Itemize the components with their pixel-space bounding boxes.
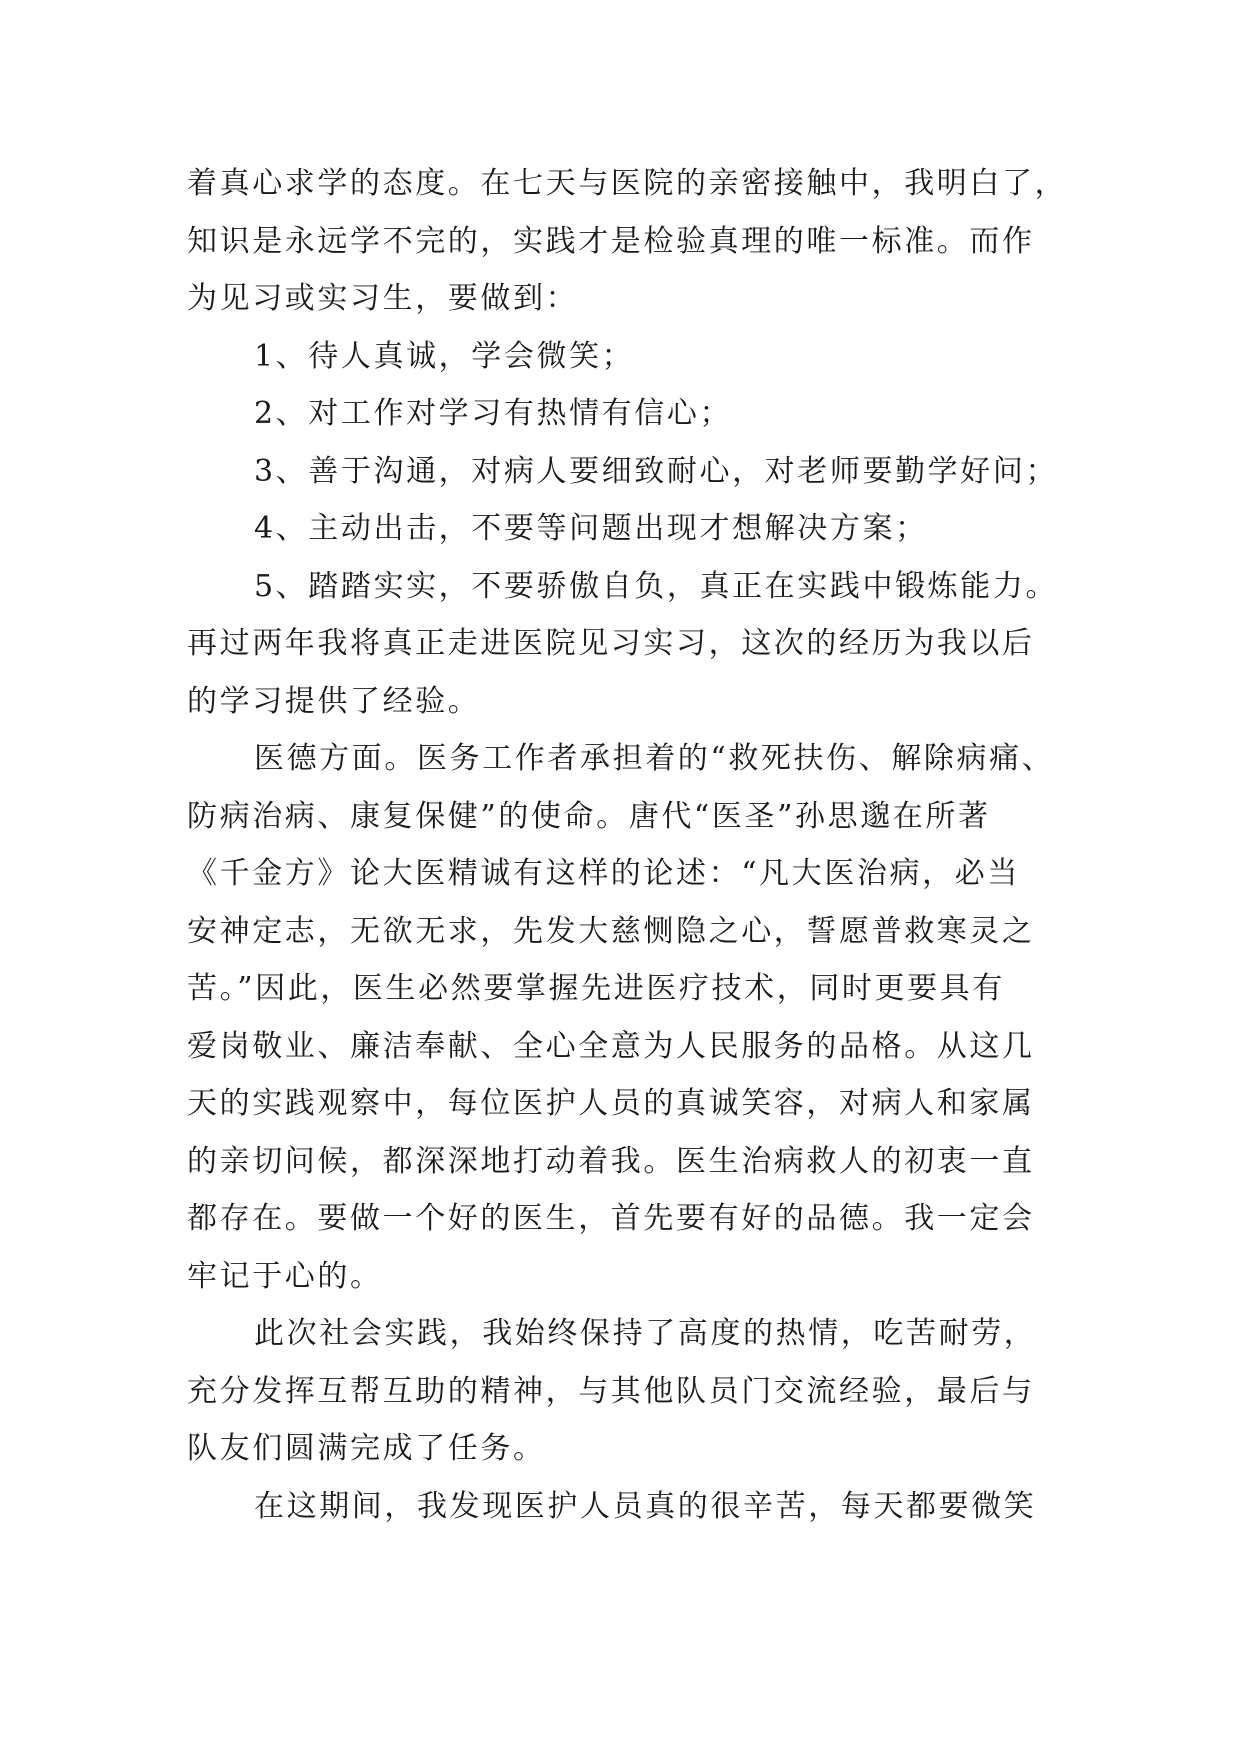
text-line: 知识是永远学不完的，实践才是检验真理的唯一标准。而作 [187,223,1035,259]
paragraph-start-line: 医德方面。医务工作者承担着的“救死扶伤、解除病痛、 [254,741,1055,776]
text-line: 天的实践观察中，每位医护人员的真诚笑容，对病人和家属 [187,1086,1035,1121]
text-line: 为见习或实习生，要做到： [187,281,579,316]
text-line: 的亲切问候，都深深地打动着我。医生治病救人的初衷一直 [187,1143,1035,1179]
text-line: 队友们圆满完成了任务。 [187,1431,546,1466]
text-line: 着真心求学的态度。在七天与医院的亲密接触中，我明白了， [187,166,1068,201]
list-item: 3、善于沟通，对病人要细致耐心，对老师要勤学好问； [254,453,1059,489]
paragraph-start-line: 在这期间，我发现医护人员真的很辛苦，每天都要微笑 [254,1488,1037,1524]
text-line: 安神定志，无欲无求，先发大慈恻隐之心，誓愿普救寒灵之 [187,913,1035,949]
text-line: 再过两年我将真正走进医院见习实习，这次的经历为我以后 [187,626,1035,661]
text-line: 充分发挥互帮互助的精神，与其他队员门交流经验，最后与 [187,1373,1035,1409]
text-line: 《千金方》论大医精诚有这样的论述：“凡大医治病，必当 [187,856,1020,891]
list-item: 1、待人真诚，学会微笑； [254,338,635,374]
list-item: 2、对工作对学习有热情有信心； [254,396,733,431]
text-line: 爱岗敬业、廉洁奉献、全心全意为人民服务的品格。从这几 [187,1028,1035,1064]
text-line: 苦。”因此，医生必然要掌握先进医疗技术，同时更要具有 [187,971,1005,1006]
paragraph-start-line: 此次社会实践，我始终保持了高度的热情，吃苦耐劳， [254,1316,1037,1351]
document-body [187,155,1067,1535]
text-line: 牢记于心的。 [187,1258,383,1294]
text-line: 都存在。要做一个好的医生，首先要有好的品德。我一定会 [187,1201,1035,1236]
text-line: 的学习提供了经验。 [187,683,481,719]
list-item: 5、踏踏实实，不要骄傲自负，真正在实践中锻炼能力。 [254,568,1059,604]
list-item: 4、主动出击，不要等问题出现才想解决方案； [254,511,928,546]
text-line: 防病治病、康复保健”的使命。唐代“医圣”孙思邈在所著 [187,798,991,834]
